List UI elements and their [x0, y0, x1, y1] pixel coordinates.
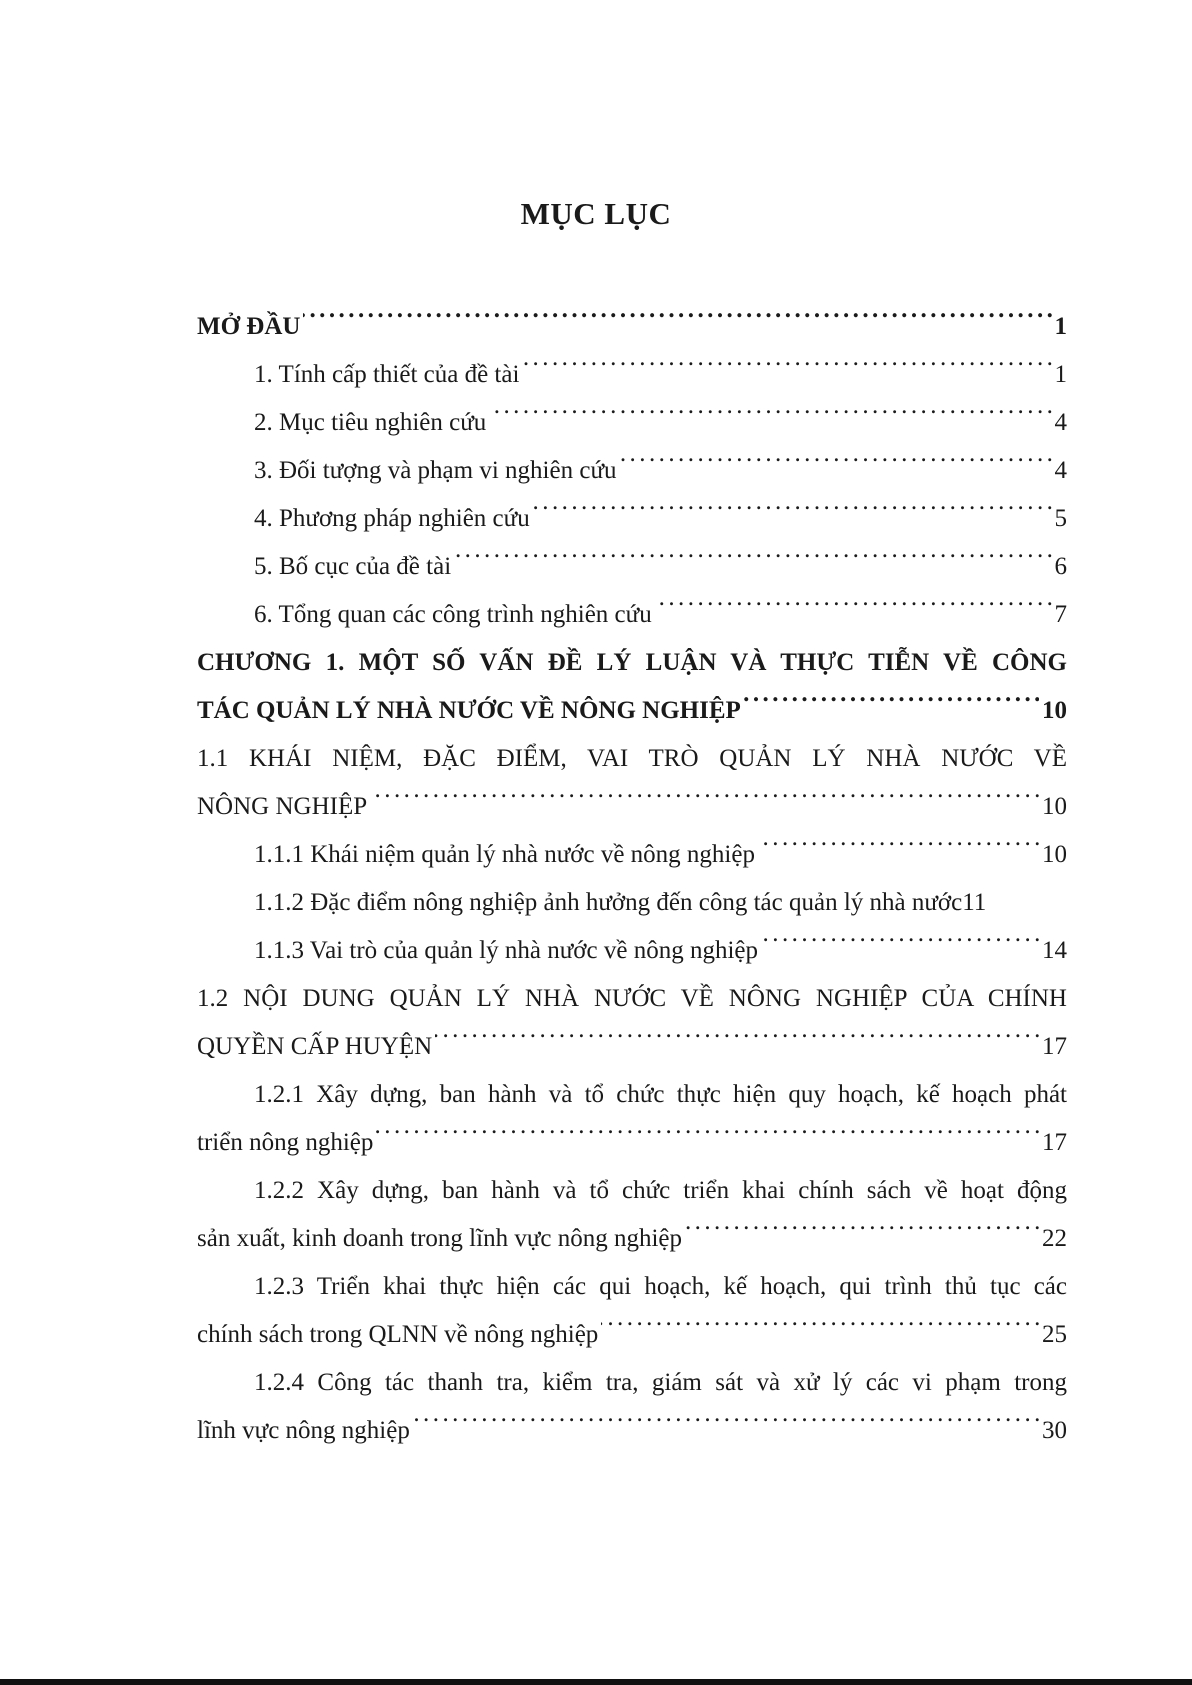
toc-page-number: 10: [1042, 793, 1067, 820]
dot-leader: [758, 837, 1039, 862]
toc-entry-text: 6. Tổng quan các công trình nghiên cứu: [254, 601, 652, 628]
dot-leader: [522, 357, 1051, 382]
dot-leader: [655, 597, 1052, 622]
dot-leader: [303, 309, 1051, 334]
toc-entry-text: sản xuất, kinh doanh trong lĩnh vực nông nghiệp: [197, 1225, 683, 1252]
toc-page-number: 7: [1054, 601, 1067, 628]
toc-entry[interactable]: [197, 879, 1067, 927]
toc-entry[interactable]: [197, 1263, 1067, 1359]
toc-page-number: 25: [1042, 1321, 1067, 1348]
toc-entry-line: [197, 1359, 1067, 1407]
toc-entry-line: [197, 543, 1067, 591]
toc-entry[interactable]: [197, 591, 1067, 639]
toc-entry-line: [197, 351, 1067, 399]
toc-page-number: 4: [1054, 409, 1067, 436]
toc-page-number: 10: [1042, 697, 1067, 724]
toc-entry-text: triển nông nghiệp: [197, 1129, 374, 1156]
toc-entry-text: 3. Đối tượng và phạm vi nghiên cứu: [254, 457, 617, 484]
toc-entry-line: [197, 591, 1067, 639]
toc-entry-text: 2. Mục tiêu nghiên cứu: [254, 409, 487, 436]
toc-entry-text: NÔNG NGHIỆP: [197, 793, 368, 820]
toc-entry-line: [197, 831, 1067, 879]
toc-entry[interactable]: [197, 447, 1067, 495]
toc-entry-text: MỞ ĐẦU: [197, 313, 301, 340]
toc-page-number: 17: [1042, 1129, 1067, 1156]
toc-page-number: 10: [1042, 841, 1067, 868]
dot-leader: [454, 549, 1051, 574]
toc-entry[interactable]: [197, 975, 1067, 1071]
toc-entry[interactable]: [197, 1071, 1067, 1167]
dot-leader: [489, 405, 1051, 430]
toc-entry-line: [197, 447, 1067, 495]
toc-entry-line: [197, 879, 1067, 927]
toc-entry-line: [197, 303, 1067, 351]
toc-page-number: 1: [1054, 361, 1067, 388]
toc-entry-line: [197, 1215, 1067, 1263]
toc-entry[interactable]: [197, 1359, 1067, 1455]
table-of-contents: [197, 303, 1067, 1455]
toc-entry-line: [197, 1023, 1067, 1071]
toc-entry-text: 5. Bố cục của đề tài: [254, 553, 452, 580]
toc-entry-text: TÁC QUẢN LÝ NHÀ NƯỚC VỀ NÔNG NGHIỆP: [197, 697, 741, 724]
toc-page-number: 14: [1042, 937, 1067, 964]
dot-leader: [370, 789, 1039, 814]
toc-entry-text: 1.2.4 Công tác thanh tra, kiểm tra, giám sát và xử lý các vi phạm trong: [254, 1369, 1067, 1396]
toc-entry-text: lĩnh vực nông nghiệp: [197, 1417, 410, 1444]
toc-entry-line: [197, 783, 1067, 831]
toc-entry-line: [197, 495, 1067, 543]
toc-entry[interactable]: [197, 639, 1067, 735]
toc-entry-text: 1.2.1 Xây dựng, ban hành và tổ chức thực hiện quy hoạch, kế hoạch phát: [254, 1081, 1067, 1108]
dot-leader: [761, 933, 1039, 958]
toc-entry-text: 1.1.2 Đặc điểm nông nghiệp ảnh hưởng đến công tác quản lý nhà nước: [254, 889, 963, 916]
toc-page-number: 30: [1042, 1417, 1067, 1444]
toc-entry-line: [197, 687, 1067, 735]
toc-page-number: 1: [1054, 313, 1067, 340]
toc-entry-line: [197, 1311, 1067, 1359]
toc-entry-line: [197, 399, 1067, 447]
toc-entry-text: 1.1.1 Khái niệm quản lý nhà nước về nông nghiệp: [254, 841, 755, 868]
toc-page-number: 4: [1054, 457, 1067, 484]
toc-entry[interactable]: [197, 1167, 1067, 1263]
toc-entry-line: [197, 1263, 1067, 1311]
dot-leader: [685, 1221, 1039, 1246]
dot-leader: [435, 1029, 1039, 1054]
dot-leader: [620, 453, 1052, 478]
toc-entry-line: [197, 1167, 1067, 1215]
toc-entry[interactable]: [197, 399, 1067, 447]
dot-leader: [744, 693, 1039, 718]
dot-leader: [376, 1125, 1039, 1150]
toc-entry[interactable]: [197, 351, 1067, 399]
toc-entry[interactable]: [197, 735, 1067, 831]
toc-entry-text: 4. Phương pháp nghiên cứu: [254, 505, 530, 532]
toc-entry-text: 1.2.2 Xây dựng, ban hành và tổ chức triển khai chính sách về hoạt động: [254, 1177, 1067, 1204]
dot-leader: [601, 1317, 1039, 1342]
toc-entry-text: QUYỀN CẤP HUYỆN: [197, 1033, 433, 1060]
toc-page-number: 6: [1054, 553, 1067, 580]
toc-entry-line: [197, 927, 1067, 975]
toc-entry[interactable]: [197, 927, 1067, 975]
toc-page-number: 22: [1042, 1225, 1067, 1252]
toc-entry-text: 1.1.3 Vai trò của quản lý nhà nước về nông nghiệp: [254, 937, 758, 964]
toc-entry[interactable]: [197, 543, 1067, 591]
toc-entry-text: 1. Tính cấp thiết của đề tài: [254, 361, 520, 388]
toc-entry[interactable]: [197, 831, 1067, 879]
toc-entry[interactable]: [197, 495, 1067, 543]
dot-leader: [533, 501, 1052, 526]
page-title: MỤC LỤC: [520, 196, 672, 231]
toc-entry[interactable]: [197, 303, 1067, 351]
toc-entry-text: chính sách trong QLNN về nông nghiệp: [197, 1321, 599, 1348]
toc-entry-line: [197, 1071, 1067, 1119]
toc-entry-text: 1.2.3 Triển khai thực hiện các qui hoạch, kế hoạch, qui trình thủ tục các: [254, 1273, 1067, 1300]
toc-entry-line: [197, 975, 1067, 1023]
toc-entry-text: 1.2 NỘI DUNG QUẢN LÝ NHÀ NƯỚC VỀ NÔNG NGHIỆP CỦA CHÍNH: [197, 985, 1067, 1012]
toc-entry-line: [197, 1407, 1067, 1455]
toc-entry-line: [197, 1119, 1067, 1167]
dot-leader: [413, 1413, 1039, 1438]
toc-entry-line: [197, 735, 1067, 783]
toc-page-number: 17: [1042, 1033, 1067, 1060]
toc-entry-line: [197, 639, 1067, 687]
toc-entry-text: CHƯƠNG 1. MỘT SỐ VẤN ĐỀ LÝ LUẬN VÀ THỰC TIỄN VỀ CÔNG: [197, 649, 1067, 676]
toc-page-number: 11: [962, 889, 987, 916]
page-bottom-edge: [0, 1679, 1192, 1685]
toc-entry-text: 1.1 KHÁI NIỆM, ĐẶC ĐIỂM, VAI TRÒ QUẢN LÝ NHÀ NƯỚC VỀ: [197, 745, 1067, 772]
toc-page-number: 5: [1054, 505, 1067, 532]
